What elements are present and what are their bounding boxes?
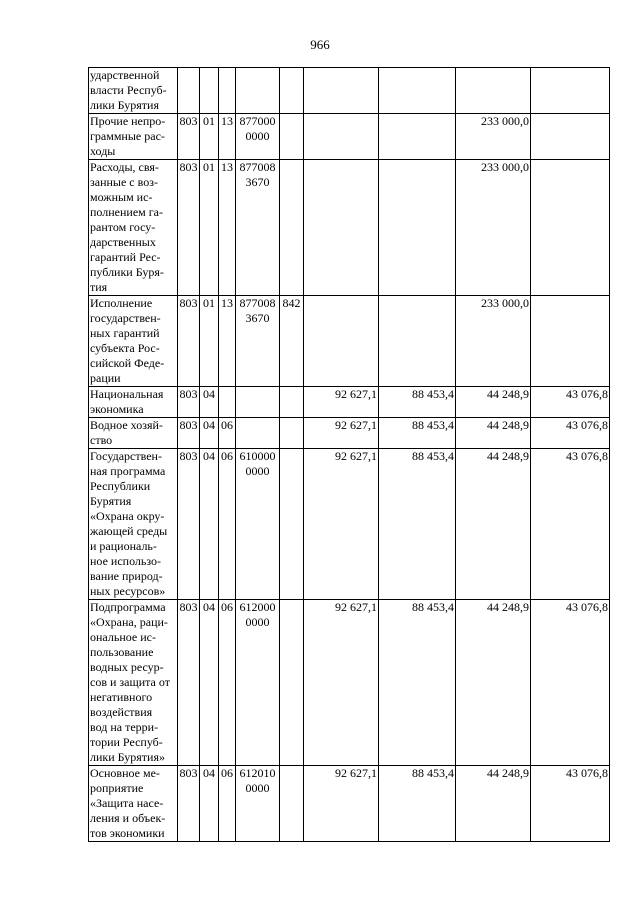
- row-name: [89, 114, 178, 160]
- row-name-line: негативного: [90, 690, 153, 704]
- target-article-line: 0000: [245, 464, 270, 478]
- row-name-line: Подпрограмма: [90, 600, 166, 614]
- target-article-code: [236, 600, 280, 766]
- amount-cell-3: 233 000,0: [456, 160, 531, 296]
- table-row: [89, 449, 610, 600]
- amount-cell-4: 43 076,8: [531, 600, 610, 766]
- row-name-line: ударственной: [90, 68, 160, 82]
- amount-cell-1: 92 627,1: [304, 766, 379, 842]
- ministry-code: 803: [178, 600, 200, 766]
- amount-cell-2: [379, 68, 456, 114]
- amount-cell-2: [379, 114, 456, 160]
- table-row: [89, 296, 610, 387]
- row-name-line: воздействия: [90, 705, 153, 719]
- table-row: [89, 387, 610, 418]
- row-name: [89, 387, 178, 418]
- table-row: [89, 114, 610, 160]
- row-name-line: «Охрана, раци-: [90, 615, 168, 629]
- target-article-line: 3670: [245, 175, 270, 189]
- target-article-line: 877008: [239, 160, 276, 174]
- target-article-line: 3670: [245, 311, 270, 325]
- subsection-code: [219, 68, 236, 114]
- row-name-line: ных гарантий: [90, 326, 160, 340]
- row-name: [89, 296, 178, 387]
- amount-cell-2: 88 453,4: [379, 600, 456, 766]
- target-article-line: 0000: [245, 615, 270, 629]
- subsection-code: 06: [219, 418, 236, 449]
- amount-cell-3: 233 000,0: [456, 114, 531, 160]
- subsection-code: 13: [219, 160, 236, 296]
- amount-cell-3: 44 248,9: [456, 766, 531, 842]
- amount-cell-2: 88 453,4: [379, 766, 456, 842]
- amount-cell-1: [304, 160, 379, 296]
- budget-table: [88, 67, 610, 842]
- row-name-line: «Охрана окру-: [90, 509, 165, 523]
- ministry-code: 803: [178, 114, 200, 160]
- target-article-code: [236, 387, 280, 418]
- subsection-code: 06: [219, 449, 236, 600]
- target-article-code: [236, 418, 280, 449]
- row-name-line: ных ресурсов»: [90, 584, 166, 598]
- target-article-line: 612010: [239, 766, 276, 780]
- ministry-code: 803: [178, 160, 200, 296]
- row-name-line: Водное хозяй-: [90, 418, 163, 432]
- amount-cell-3: [456, 68, 531, 114]
- row-name-line: Национальная: [90, 387, 164, 401]
- amount-cell-2: 88 453,4: [379, 449, 456, 600]
- section-code: 01: [200, 296, 219, 387]
- target-article-line: 877000: [239, 114, 276, 128]
- amount-cell-4: 43 076,8: [531, 387, 610, 418]
- ministry-code: [178, 68, 200, 114]
- row-name-line: ления и объек-: [90, 811, 166, 825]
- row-name-line: полнением га-: [90, 205, 164, 219]
- amount-cell-3: 44 248,9: [456, 449, 531, 600]
- row-name-line: тории Респуб-: [90, 735, 163, 749]
- row-name: [89, 160, 178, 296]
- target-article-line: 877008: [239, 296, 276, 310]
- ministry-code: 803: [178, 296, 200, 387]
- row-name-line: граммные рас-: [90, 129, 165, 143]
- expense-type-code: [280, 68, 304, 114]
- row-name-line: водных ресур-: [90, 660, 164, 674]
- row-name-line: ное использо-: [90, 554, 162, 568]
- row-name-line: субъекта Рос-: [90, 341, 160, 355]
- row-name-line: Республики: [90, 479, 151, 493]
- table-row: [89, 766, 610, 842]
- row-name-line: дарственных: [90, 235, 156, 249]
- ministry-code: 803: [178, 449, 200, 600]
- amount-cell-2: [379, 296, 456, 387]
- amount-cell-4: [531, 160, 610, 296]
- target-article-line: 0000: [245, 129, 270, 143]
- row-name-line: Государствен-: [90, 449, 162, 463]
- row-name-line: Прочие непро-: [90, 114, 166, 128]
- table-row: [89, 68, 610, 114]
- row-name-line: Исполнение: [90, 296, 153, 310]
- expense-type-code: [280, 160, 304, 296]
- amount-cell-4: [531, 114, 610, 160]
- table-row: [89, 160, 610, 296]
- target-article-code: [236, 160, 280, 296]
- subsection-code: 13: [219, 296, 236, 387]
- section-code: [200, 68, 219, 114]
- row-name-line: тия: [90, 280, 108, 294]
- amount-cell-1: [304, 296, 379, 387]
- target-article-code: [236, 449, 280, 600]
- table-row: [89, 418, 610, 449]
- row-name-line: Основное ме-: [90, 766, 160, 780]
- row-name-line: жающей среды: [90, 524, 168, 538]
- target-article-line: 0000: [245, 781, 270, 795]
- row-name-line: вание природ-: [90, 569, 163, 583]
- row-name-line: вод на терри-: [90, 720, 159, 734]
- section-code: 04: [200, 600, 219, 766]
- section-code: 01: [200, 160, 219, 296]
- expense-type-code: [280, 114, 304, 160]
- amount-cell-1: 92 627,1: [304, 387, 379, 418]
- target-article-code: [236, 296, 280, 387]
- row-name: [89, 68, 178, 114]
- target-article-line: 612000: [239, 600, 276, 614]
- amount-cell-1: [304, 68, 379, 114]
- target-article-code: [236, 68, 280, 114]
- row-name-line: ходы: [90, 144, 116, 158]
- row-name-line: ональное ис-: [90, 630, 156, 644]
- target-article-code: [236, 114, 280, 160]
- section-code: 04: [200, 449, 219, 600]
- row-name-line: «Защита насе-: [90, 796, 164, 810]
- row-name-line: рации: [90, 371, 121, 385]
- row-name-line: ство: [90, 433, 113, 447]
- amount-cell-2: 88 453,4: [379, 418, 456, 449]
- amount-cell-4: [531, 68, 610, 114]
- expense-type-code: [280, 449, 304, 600]
- section-code: 01: [200, 114, 219, 160]
- row-name: [89, 600, 178, 766]
- row-name-line: рантом госу-: [90, 220, 156, 234]
- table-row: [89, 600, 610, 766]
- target-article-line: 610000: [239, 449, 276, 463]
- row-name: [89, 418, 178, 449]
- amount-cell-4: 43 076,8: [531, 449, 610, 600]
- row-name-line: гарантий Рес-: [90, 250, 161, 264]
- expense-type-code: [280, 600, 304, 766]
- amount-cell-3: 44 248,9: [456, 600, 531, 766]
- row-name-line: лики Бурятия: [90, 98, 159, 112]
- row-name-line: можным ис-: [90, 190, 153, 204]
- amount-cell-3: 233 000,0: [456, 296, 531, 387]
- ministry-code: 803: [178, 418, 200, 449]
- row-name-line: тов экономики: [90, 826, 165, 840]
- table-body: [89, 68, 610, 842]
- row-name-line: экономика: [90, 402, 144, 416]
- row-name-line: Расходы, свя-: [90, 160, 159, 174]
- row-name-line: публики Буря-: [90, 265, 164, 279]
- row-name-line: власти Респуб-: [90, 83, 167, 97]
- section-code: 04: [200, 387, 219, 418]
- row-name-line: занные с воз-: [90, 175, 158, 189]
- amount-cell-1: 92 627,1: [304, 449, 379, 600]
- row-name-line: пользование: [90, 645, 154, 659]
- row-name: [89, 449, 178, 600]
- expense-type-code: [280, 766, 304, 842]
- target-article-code: [236, 766, 280, 842]
- amount-cell-1: [304, 114, 379, 160]
- ministry-code: 803: [178, 387, 200, 418]
- expense-type-code: [280, 418, 304, 449]
- subsection-code: 13: [219, 114, 236, 160]
- amount-cell-1: 92 627,1: [304, 418, 379, 449]
- amount-cell-3: 44 248,9: [456, 418, 531, 449]
- amount-cell-4: [531, 296, 610, 387]
- row-name-line: сов и защита от: [90, 675, 170, 689]
- section-code: 04: [200, 766, 219, 842]
- page-number: 966: [310, 37, 330, 52]
- row-name-line: Бурятия: [90, 494, 132, 508]
- subsection-code: [219, 387, 236, 418]
- row-name-line: лики Бурятия»: [90, 750, 165, 764]
- row-name-line: государствен-: [90, 311, 161, 325]
- ministry-code: 803: [178, 766, 200, 842]
- amount-cell-1: 92 627,1: [304, 600, 379, 766]
- row-name-line: роприятие: [90, 781, 144, 795]
- section-code: 04: [200, 418, 219, 449]
- subsection-code: 06: [219, 766, 236, 842]
- amount-cell-2: [379, 160, 456, 296]
- row-name-line: и рациональ-: [90, 539, 157, 553]
- row-name: [89, 766, 178, 842]
- amount-cell-2: 88 453,4: [379, 387, 456, 418]
- row-name-line: ная программа: [90, 464, 166, 478]
- expense-type-code: [280, 387, 304, 418]
- amount-cell-3: 44 248,9: [456, 387, 531, 418]
- expense-type-code: 842: [280, 296, 304, 387]
- amount-cell-4: 43 076,8: [531, 418, 610, 449]
- amount-cell-4: 43 076,8: [531, 766, 610, 842]
- row-name-line: сийской Феде-: [90, 356, 165, 370]
- subsection-code: 06: [219, 600, 236, 766]
